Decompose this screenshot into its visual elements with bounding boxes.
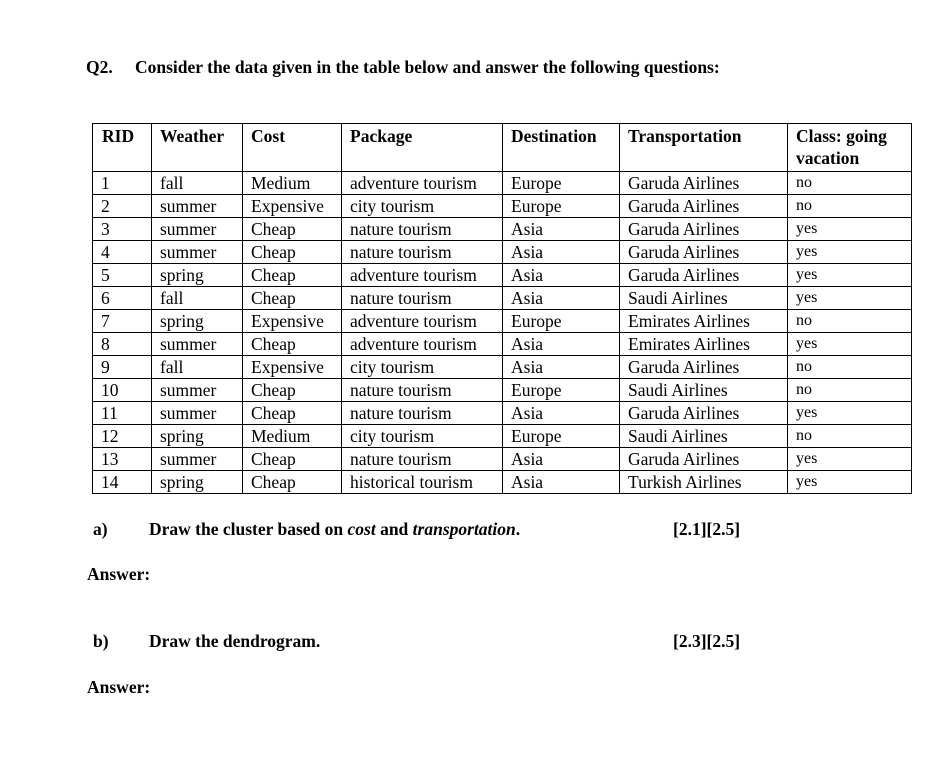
table-cell: Garuda Airlines xyxy=(620,195,788,218)
question-number: Q2. xyxy=(86,57,113,77)
table-row xyxy=(93,448,912,471)
table-cell: adventure tourism xyxy=(342,264,503,287)
table-cell: 8 xyxy=(93,333,152,356)
table-cell: Cheap xyxy=(243,333,342,356)
table-cell: yes xyxy=(788,264,912,287)
table-cell: 9 xyxy=(93,356,152,379)
table-cell: Garuda Airlines xyxy=(620,264,788,287)
table-cell: Asia xyxy=(503,241,620,264)
part-b-text: Draw the dendrogram. xyxy=(149,631,321,651)
table-cell: adventure tourism xyxy=(342,310,503,333)
table-cell: 14 xyxy=(93,471,152,494)
table-cell: Expensive xyxy=(243,356,342,379)
table-cell: summer xyxy=(152,379,243,402)
question-text: Consider the data given in the table below and answer the following questions: xyxy=(135,57,720,77)
table-cell: Europe xyxy=(503,172,620,195)
table-row xyxy=(93,425,912,448)
table-row xyxy=(93,402,912,425)
table-cell: Asia xyxy=(503,287,620,310)
part-a-marks: [2.1][2.5] xyxy=(673,519,741,539)
table-row xyxy=(93,333,912,356)
table-cell: Saudi Airlines xyxy=(620,379,788,402)
table-cell: Garuda Airlines xyxy=(620,241,788,264)
table-cell: 4 xyxy=(93,241,152,264)
table-row xyxy=(93,379,912,402)
part-b-marks: [2.3][2.5] xyxy=(673,631,741,651)
part-b-answer-label: Answer: xyxy=(87,677,151,697)
table-cell: nature tourism xyxy=(342,379,503,402)
table-cell: no xyxy=(788,172,912,195)
column-header: Transportation xyxy=(620,124,788,172)
table-cell: Saudi Airlines xyxy=(620,425,788,448)
table-cell: no xyxy=(788,310,912,333)
table-cell: Cheap xyxy=(243,264,342,287)
part-b-letter: b) xyxy=(93,631,109,651)
table-cell: Garuda Airlines xyxy=(620,172,788,195)
table-cell: Cheap xyxy=(243,379,342,402)
table-cell: 1 xyxy=(93,172,152,195)
table-cell: 3 xyxy=(93,218,152,241)
table-cell: 6 xyxy=(93,287,152,310)
table-cell: adventure tourism xyxy=(342,333,503,356)
table-cell: nature tourism xyxy=(342,218,503,241)
table-cell: spring xyxy=(152,264,243,287)
table-cell: Asia xyxy=(503,356,620,379)
table-cell: yes xyxy=(788,287,912,310)
table-cell: 13 xyxy=(93,448,152,471)
table-cell: no xyxy=(788,425,912,448)
table-row xyxy=(93,287,912,310)
table-row xyxy=(93,310,912,333)
table-cell: no xyxy=(788,356,912,379)
table-cell: Cheap xyxy=(243,241,342,264)
table-cell: Europe xyxy=(503,379,620,402)
table-cell: city tourism xyxy=(342,425,503,448)
column-header: Class: going vacation xyxy=(788,124,912,172)
table-cell: spring xyxy=(152,471,243,494)
column-header: Package xyxy=(342,124,503,172)
table-cell: yes xyxy=(788,241,912,264)
table-cell: yes xyxy=(788,402,912,425)
column-header: Cost xyxy=(243,124,342,172)
table-cell: nature tourism xyxy=(342,241,503,264)
table-cell: Asia xyxy=(503,448,620,471)
table-cell: Garuda Airlines xyxy=(620,402,788,425)
table-cell: adventure tourism xyxy=(342,172,503,195)
table-row xyxy=(93,172,912,195)
table-row xyxy=(93,218,912,241)
table-cell: Turkish Airlines xyxy=(620,471,788,494)
table-row xyxy=(93,356,912,379)
table-cell: Asia xyxy=(503,264,620,287)
table-cell: 11 xyxy=(93,402,152,425)
table-cell: Garuda Airlines xyxy=(620,448,788,471)
table-cell: yes xyxy=(788,218,912,241)
table-cell: nature tourism xyxy=(342,448,503,471)
data-table xyxy=(92,123,912,494)
table-cell: fall xyxy=(152,172,243,195)
table-cell: spring xyxy=(152,425,243,448)
table-cell: fall xyxy=(152,287,243,310)
table-row xyxy=(93,264,912,287)
table-cell: no xyxy=(788,379,912,402)
part-a-text: Draw the cluster based on cost and transportation. xyxy=(149,519,521,539)
table-cell: Garuda Airlines xyxy=(620,218,788,241)
table-cell: yes xyxy=(788,471,912,494)
table-cell: summer xyxy=(152,195,243,218)
table-cell: 10 xyxy=(93,379,152,402)
table-cell: Emirates Airlines xyxy=(620,333,788,356)
table-cell: Europe xyxy=(503,310,620,333)
column-header: RID xyxy=(93,124,152,172)
table-cell: summer xyxy=(152,402,243,425)
table-cell: summer xyxy=(152,333,243,356)
table-cell: Medium xyxy=(243,172,342,195)
table-cell: Garuda Airlines xyxy=(620,356,788,379)
table-cell: yes xyxy=(788,448,912,471)
part-a-answer-label: Answer: xyxy=(87,564,151,584)
table-header-row xyxy=(93,124,912,172)
table-cell: Cheap xyxy=(243,218,342,241)
table-cell: city tourism xyxy=(342,195,503,218)
table-row xyxy=(93,471,912,494)
table-cell: city tourism xyxy=(342,356,503,379)
table-cell: Emirates Airlines xyxy=(620,310,788,333)
table-cell: 2 xyxy=(93,195,152,218)
table-cell: spring xyxy=(152,310,243,333)
table-cell: summer xyxy=(152,448,243,471)
table-cell: fall xyxy=(152,356,243,379)
table-cell: 12 xyxy=(93,425,152,448)
table-cell: nature tourism xyxy=(342,287,503,310)
table-cell: Europe xyxy=(503,425,620,448)
table-cell: Asia xyxy=(503,402,620,425)
table-cell: Medium xyxy=(243,425,342,448)
question-heading xyxy=(86,57,720,78)
table-cell: historical tourism xyxy=(342,471,503,494)
table-cell: Asia xyxy=(503,218,620,241)
table-body xyxy=(93,172,912,494)
table-row xyxy=(93,195,912,218)
table-cell: 5 xyxy=(93,264,152,287)
table-row xyxy=(93,241,912,264)
table-cell: 7 xyxy=(93,310,152,333)
table-cell: no xyxy=(788,195,912,218)
column-header: Weather xyxy=(152,124,243,172)
table-cell: Cheap xyxy=(243,448,342,471)
part-a-letter: a) xyxy=(93,519,108,539)
table-cell: Cheap xyxy=(243,471,342,494)
table-cell: Expensive xyxy=(243,195,342,218)
table-cell: Cheap xyxy=(243,287,342,310)
table-cell: yes xyxy=(788,333,912,356)
table-cell: Cheap xyxy=(243,402,342,425)
table-cell: summer xyxy=(152,241,243,264)
table-cell: summer xyxy=(152,218,243,241)
table-cell: Europe xyxy=(503,195,620,218)
table-cell: Asia xyxy=(503,333,620,356)
table-cell: nature tourism xyxy=(342,402,503,425)
table-cell: Asia xyxy=(503,471,620,494)
table-cell: Expensive xyxy=(243,310,342,333)
column-header: Destination xyxy=(503,124,620,172)
table-cell: Saudi Airlines xyxy=(620,287,788,310)
